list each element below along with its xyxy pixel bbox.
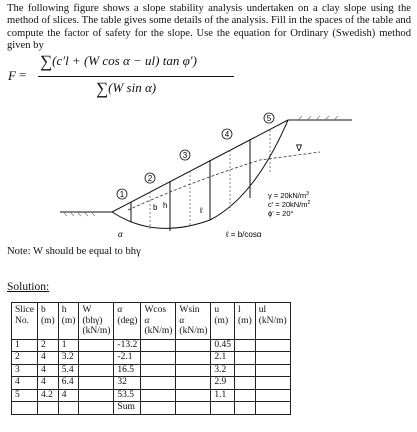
table-cell[interactable] xyxy=(176,402,211,415)
label-l-equation: ℓ = b/cosα xyxy=(226,230,262,239)
sum-symbol: ∑ xyxy=(40,52,53,71)
table-cell[interactable] xyxy=(235,339,256,352)
label-alpha: α xyxy=(118,230,123,239)
table-cell[interactable]: 1 xyxy=(58,339,79,352)
col-alpha: α (deg) xyxy=(114,303,141,340)
table-cell[interactable] xyxy=(235,377,256,390)
table-row xyxy=(12,339,291,352)
slice-boundaries xyxy=(131,140,250,231)
table-cell[interactable]: 4 xyxy=(12,377,38,390)
formula-equals: = xyxy=(19,67,27,82)
slice-number-3: 3 xyxy=(182,151,188,160)
table-cell[interactable] xyxy=(255,377,290,390)
table-cell[interactable]: 2 xyxy=(38,339,59,352)
table-cell[interactable] xyxy=(235,389,256,402)
solution-heading: Solution: xyxy=(7,281,50,293)
table-cell[interactable]: 3.2 xyxy=(211,364,235,377)
table-cell[interactable]: 2.9 xyxy=(211,377,235,390)
table-row xyxy=(12,364,291,377)
table-cell[interactable]: 2 xyxy=(12,352,38,365)
table-cell[interactable] xyxy=(235,402,256,415)
sum-label: Sum xyxy=(114,402,141,415)
table-cell[interactable]: 4 xyxy=(38,364,59,377)
table-cell[interactable]: 4 xyxy=(38,377,59,390)
slope-diagram xyxy=(60,112,360,242)
col-h: h (m) xyxy=(58,303,79,340)
table-cell[interactable] xyxy=(255,402,290,415)
table-header-row xyxy=(12,303,291,340)
slice-number-1: 1 xyxy=(119,190,125,199)
table-cell[interactable] xyxy=(38,402,59,415)
factor-of-safety-formula xyxy=(8,52,238,100)
friction-angle-value: ϕ′ = 20° xyxy=(268,209,294,218)
table-cell[interactable] xyxy=(255,389,290,402)
slope-face xyxy=(112,120,288,212)
table-cell[interactable]: 1 xyxy=(12,339,38,352)
slice-number-5: 5 xyxy=(266,114,272,123)
col-ul: ul (kN/m) xyxy=(255,303,290,340)
table-cell[interactable] xyxy=(79,352,114,365)
col-w: W (bhγ) (kN/m) xyxy=(79,303,114,340)
col-slice: Slice No. xyxy=(12,303,38,340)
col-b: b (m) xyxy=(38,303,59,340)
table-cell[interactable] xyxy=(255,364,290,377)
table-cell[interactable]: -13.2 xyxy=(114,339,141,352)
gamma-value: γ = 20kN/m xyxy=(268,191,307,200)
table-cell[interactable]: 16.5 xyxy=(114,364,141,377)
table-cell[interactable] xyxy=(141,339,176,352)
table-cell[interactable] xyxy=(79,377,114,390)
table-cell[interactable] xyxy=(79,339,114,352)
formula-lhs: F xyxy=(8,68,16,83)
fraction-bar xyxy=(38,76,234,77)
table-cell[interactable] xyxy=(141,377,176,390)
col-wcos: Wcos α (kN/m) xyxy=(141,303,176,340)
table-cell[interactable] xyxy=(141,389,176,402)
table-cell[interactable]: 3 xyxy=(12,364,38,377)
water-table-symbol: ∇ xyxy=(296,143,303,153)
table-row xyxy=(12,352,291,365)
table-cell[interactable] xyxy=(58,402,79,415)
table-cell[interactable]: 5.4 xyxy=(58,364,79,377)
table-cell[interactable] xyxy=(141,402,176,415)
table-cell[interactable]: 1.1 xyxy=(211,389,235,402)
table-row xyxy=(12,377,291,390)
table-row xyxy=(12,389,291,402)
table-cell[interactable]: 5 xyxy=(12,389,38,402)
table-cell[interactable]: 6.4 xyxy=(58,377,79,390)
table-cell[interactable] xyxy=(141,352,176,365)
table-cell[interactable]: 4 xyxy=(58,389,79,402)
label-b: b xyxy=(153,203,158,212)
table-cell[interactable] xyxy=(79,364,114,377)
note-text: Note: W should be equal to bhγ xyxy=(7,246,141,257)
table-cell[interactable]: 32 xyxy=(114,377,141,390)
table-cell[interactable] xyxy=(255,339,290,352)
table-cell[interactable] xyxy=(141,364,176,377)
slice-number-4: 4 xyxy=(224,130,230,139)
table-cell[interactable] xyxy=(176,377,211,390)
table-cell[interactable]: 2.1 xyxy=(211,352,235,365)
soil-parameters xyxy=(268,191,311,218)
table-cell[interactable] xyxy=(211,402,235,415)
table-cell[interactable] xyxy=(176,339,211,352)
table-cell[interactable] xyxy=(12,402,38,415)
table-cell[interactable] xyxy=(235,352,256,365)
table-cell[interactable] xyxy=(255,352,290,365)
table-cell[interactable] xyxy=(176,352,211,365)
cohesion-value: c′ = 20kN/m xyxy=(268,200,308,209)
svg-text:γ = 20kN/m3 xyxy=(268,191,309,200)
table-row-sum xyxy=(12,402,291,415)
sum-symbol: ∑ xyxy=(96,79,109,98)
problem-statement: The following figure shows a slope stability analysis undertaken on a clay slope using the method of slices. The table gives some details of the analysis. Fill in the spaces of the table and compute the factor of safety for the slope. Use the equation for Ordinary (Swedish) method given by xyxy=(7,3,411,52)
formula-denominator xyxy=(96,79,156,99)
table-cell[interactable]: -2.1 xyxy=(114,352,141,365)
col-wsin: Wsin α (kN/m) xyxy=(176,303,211,340)
table-cell[interactable]: 3.2 xyxy=(58,352,79,365)
table-cell[interactable]: 53.5 xyxy=(114,389,141,402)
slice-number-2: 2 xyxy=(147,174,153,183)
gamma-exponent: 3 xyxy=(306,191,309,197)
table-cell[interactable] xyxy=(235,364,256,377)
denominator-text: (W sin α) xyxy=(108,80,157,95)
table-cell[interactable] xyxy=(79,389,114,402)
table-cell[interactable]: 4.2 xyxy=(38,389,59,402)
label-h: h xyxy=(163,201,168,210)
col-l: l (m) xyxy=(235,303,256,340)
label-l: ℓ xyxy=(200,206,203,215)
table-cell[interactable] xyxy=(79,402,114,415)
table-cell[interactable]: 0.45 xyxy=(211,339,235,352)
svg-text:c′ = 20kN/m2 xyxy=(268,200,311,209)
table-cell[interactable] xyxy=(176,364,211,377)
numerator-text: (c′l + (W cos α − ul) tan φ′) xyxy=(52,53,197,68)
table-cell[interactable]: 4 xyxy=(38,352,59,365)
formula-numerator xyxy=(40,52,197,72)
col-u: u (m) xyxy=(211,303,235,340)
table-cell[interactable] xyxy=(176,389,211,402)
cohesion-exponent: 2 xyxy=(307,200,311,206)
slice-table xyxy=(11,302,291,415)
